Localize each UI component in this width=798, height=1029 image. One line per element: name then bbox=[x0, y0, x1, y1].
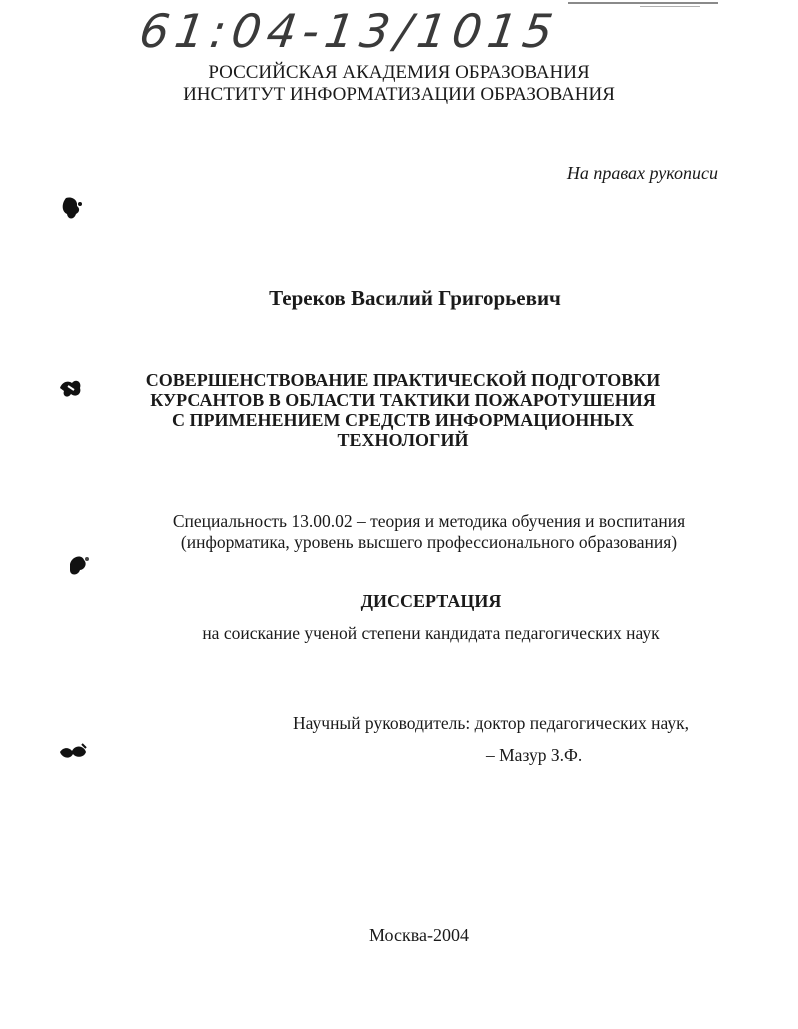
place-year: Москва-2004 bbox=[369, 925, 469, 945]
top-scan-line bbox=[568, 2, 718, 4]
document-type: ДИССЕРТАЦИЯ bbox=[360, 591, 502, 611]
author-name: Тереков Василий Григорьевич bbox=[269, 286, 561, 310]
binding-hole-mark-3 bbox=[64, 552, 92, 582]
organization-line-2: ИНСТИТУТ ИНФОРМАТИЗАЦИИ ОБРАЗОВАНИЯ bbox=[183, 84, 615, 105]
binding-hole-mark-2 bbox=[56, 374, 86, 404]
top-scan-line-secondary bbox=[640, 6, 700, 7]
rights-note: На правах рукописи bbox=[566, 163, 718, 183]
title-line-3: С ПРИМЕНЕНИЕМ СРЕДСТВ ИНФОРМАЦИОННЫХ bbox=[172, 410, 634, 430]
binding-hole-mark-1 bbox=[58, 194, 86, 224]
title-line-4: ТЕХНОЛОГИЙ bbox=[337, 430, 469, 450]
binding-hole-mark-4 bbox=[58, 740, 90, 764]
archive-mark-handwritten: 61:04-13/1015 bbox=[136, 4, 563, 58]
title-line-2: КУРСАНТОВ В ОБЛАСТИ ТАКТИКИ ПОЖАРОТУШЕНИЯ bbox=[150, 390, 656, 410]
advisor-line-2: – Мазур З.Ф. bbox=[486, 745, 583, 765]
organization-line-1: РОССИЙСКАЯ АКАДЕМИЯ ОБРАЗОВАНИЯ bbox=[208, 62, 590, 83]
specialty bbox=[30, 511, 798, 553]
specialty-line-1: Специальность 13.00.02 – теория и методика обучения и воспитания bbox=[172, 511, 686, 531]
specialty-line-2: (информатика, уровень высшего профессионального образования) bbox=[180, 532, 678, 552]
degree-statement: на соискание ученой степени кандидата педагогических наук bbox=[202, 623, 660, 643]
dissertation-title bbox=[4, 370, 798, 450]
advisor-line-1: Научный руководитель: доктор педагогических наук, bbox=[293, 713, 690, 733]
title-line-1: СОВЕРШЕНСТВОВАНИЕ ПРАКТИЧЕСКОЙ ПОДГОТОВКИ bbox=[145, 370, 661, 390]
